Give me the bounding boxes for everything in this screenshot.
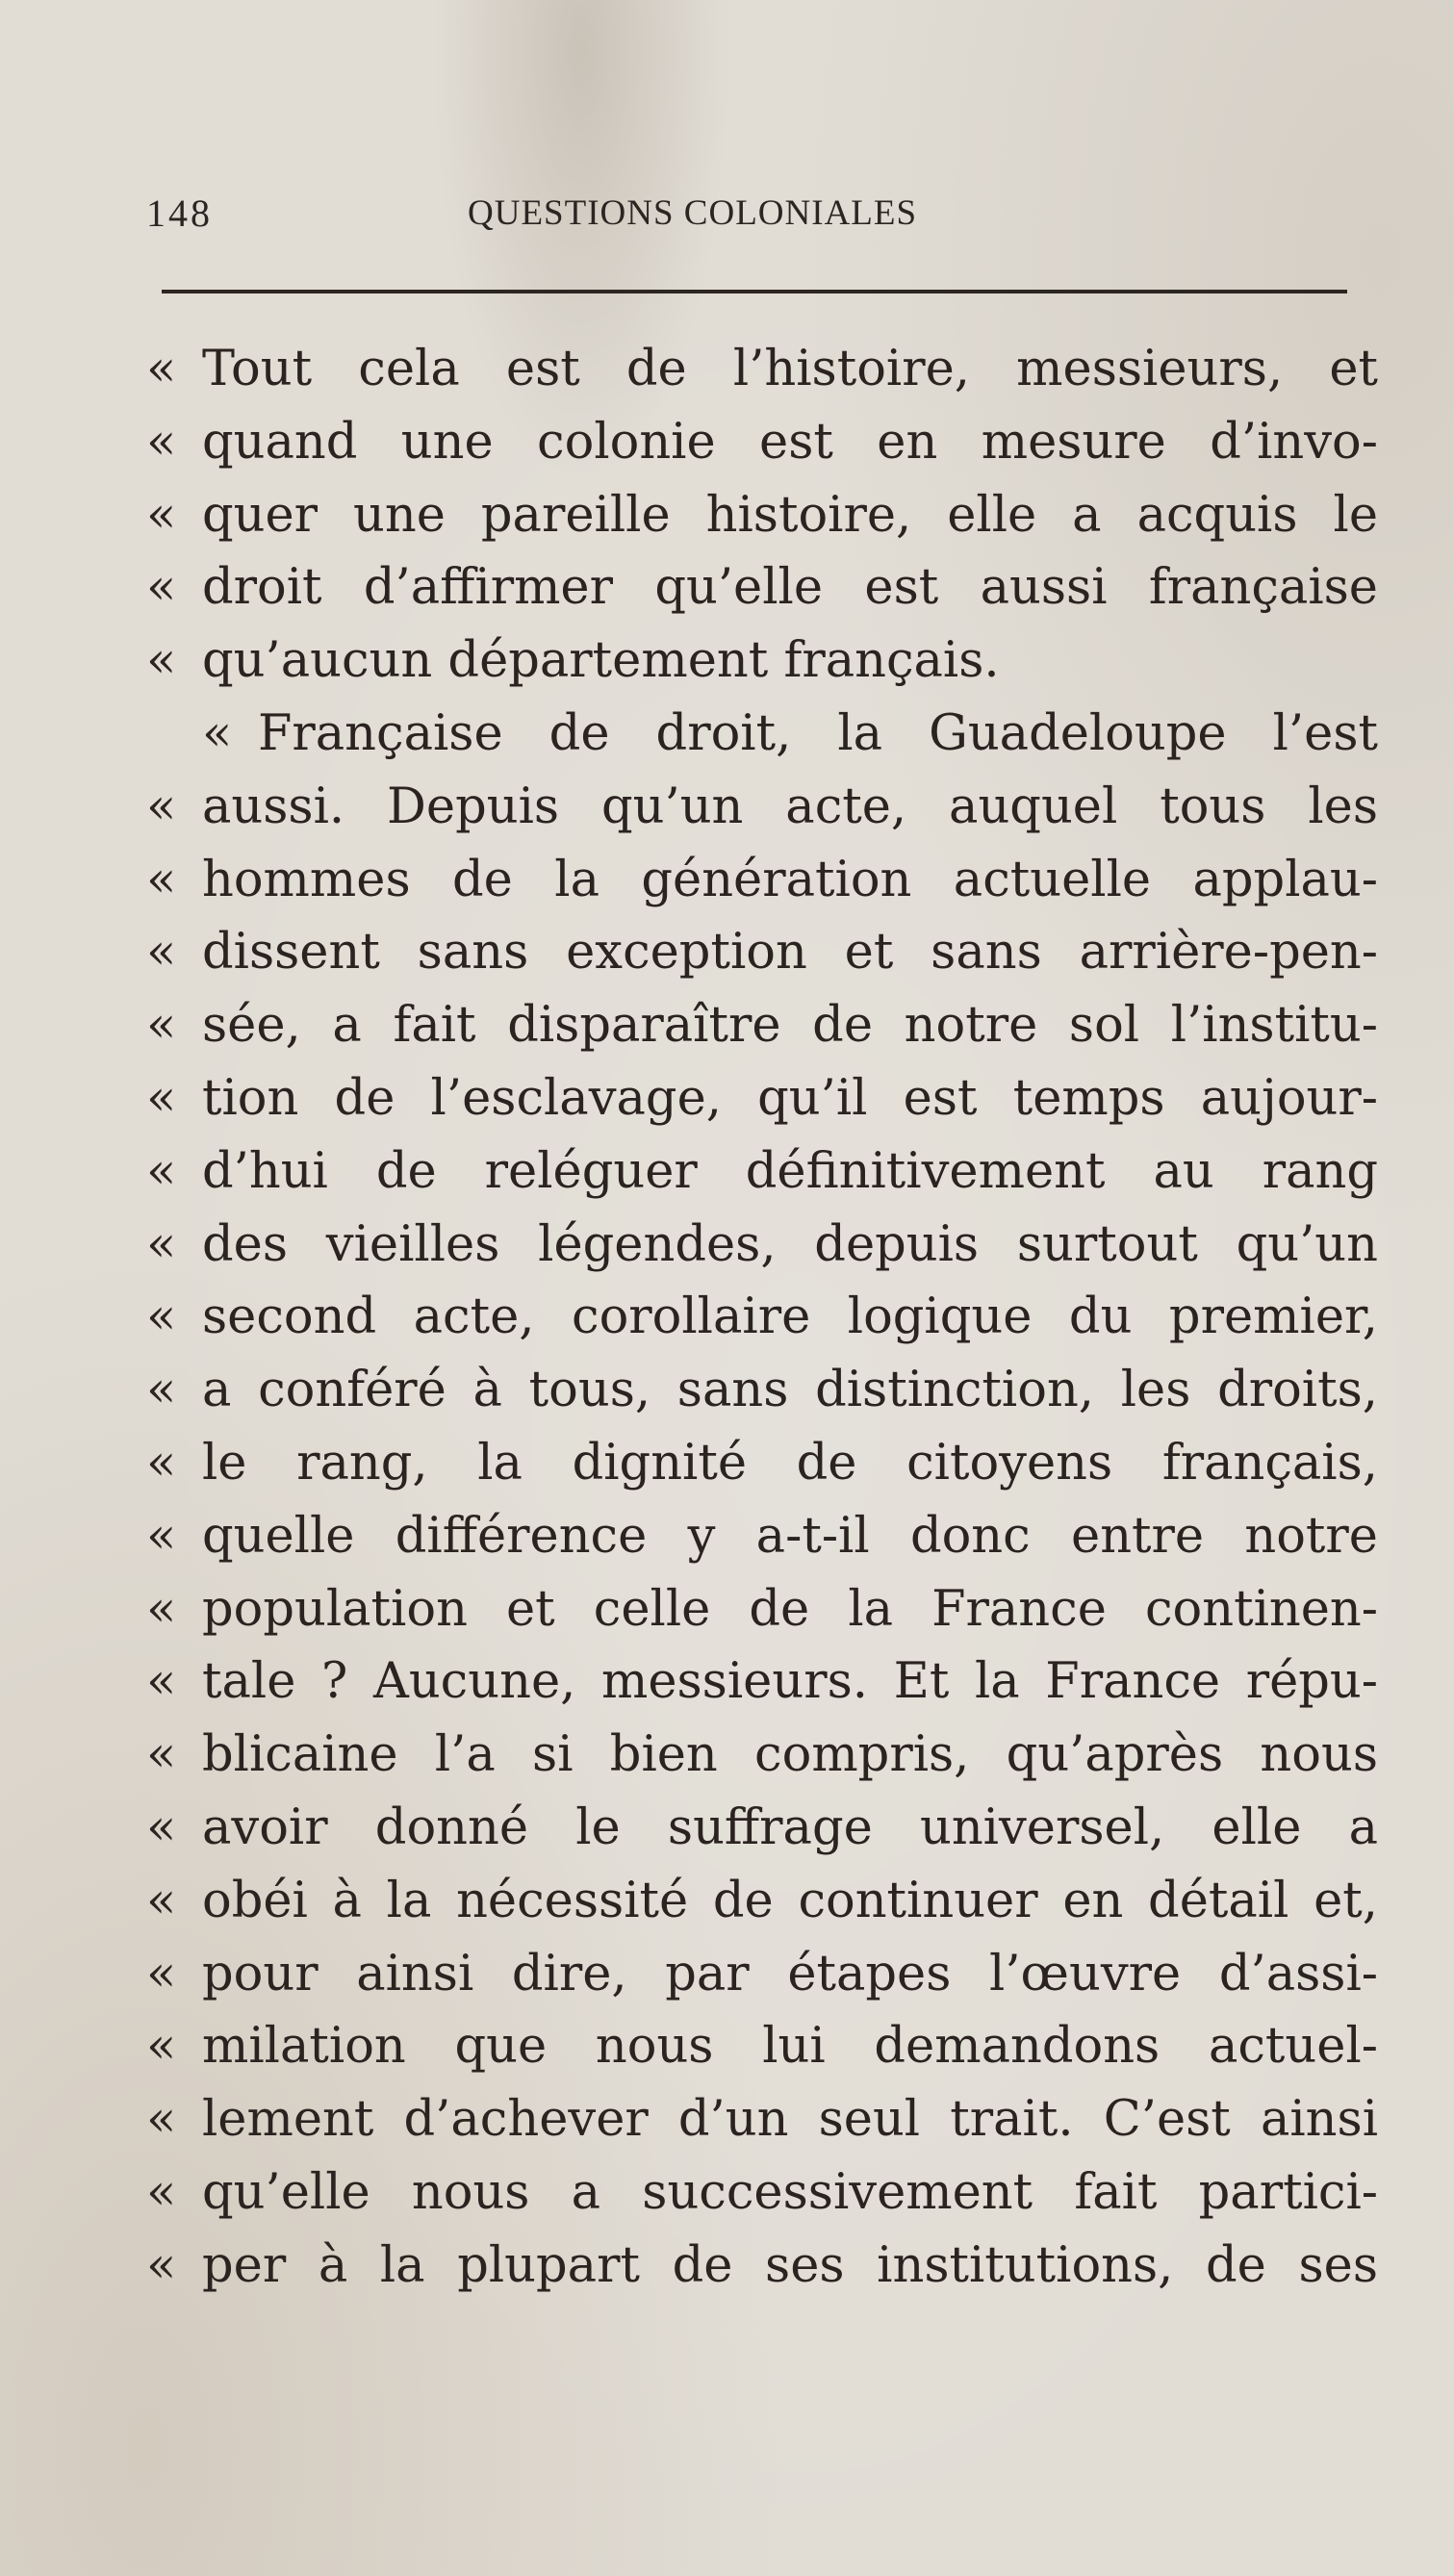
text-line [146,989,1378,1062]
line-text: droit d’affirmer qu’elle est aussi française [202,559,1378,617]
line-text: d’hui de reléguer définitivement au rang [202,1142,1378,1200]
line-text: dissent sans exception et sans arrière-pen- [202,924,1378,982]
text-line [146,2230,1378,2303]
line-text: sée, a fait disparaître de notre sol l’institu- [202,997,1378,1055]
line-text: avoir donné le suffrage universel, elle a [202,1798,1378,1856]
line-text: le rang, la dignité de citoyens français, [202,1434,1378,1492]
paragraph-2 [146,698,1378,2303]
guillemet: « [146,2091,177,2149]
line-text: per à la plupart de ses institutions, de ses [202,2236,1378,2294]
guillemet: « [146,1872,177,1929]
guillemet: « [146,1580,177,1638]
guillemet: « [202,704,233,762]
text-line [146,1573,1378,1646]
text-line [146,333,1378,406]
text-line [146,1427,1378,1500]
guillemet: « [146,1215,177,1273]
text-line [146,1209,1378,1282]
body-text [146,333,1378,2303]
line-text: qu’elle nous a successivement fait partici- [202,2163,1378,2221]
running-head [146,191,1349,248]
line-text: quelle différence y a-t-il donc entre notre [202,1507,1378,1565]
text-line [146,625,1378,698]
line-text: des vieilles légendes, depuis surtout qu’un [202,1215,1378,1273]
line-text: Tout cela est de l’histoire, messieurs, et [202,341,1378,397]
page-number: 148 [146,191,213,235]
guillemet: « [146,413,177,471]
text-line [146,1645,1378,1719]
text-line [146,1354,1378,1427]
text-line [146,771,1378,844]
guillemet: « [146,997,177,1055]
line-text: blicaine l’a si bien compris, qu’après nous [202,1726,1378,1784]
text-line [146,698,1378,771]
guillemet: « [146,341,177,397]
paragraph-1 [146,333,1378,698]
guillemet: « [146,486,177,544]
line-text: tion de l’esclavage, qu’il est temps aujour- [202,1069,1378,1127]
guillemet: « [146,1945,177,2002]
line-text: quer une pareille histoire, elle a acquis le [202,486,1378,544]
text-line [146,1281,1378,1354]
guillemet: « [146,2163,177,2221]
text-line [146,1135,1378,1209]
line-text: lement d’achever d’un seul trait. C’est ainsi [202,2091,1378,2149]
text-line [146,551,1378,625]
text-line [146,2010,1378,2083]
text-line [146,1062,1378,1135]
line-text: obéi à la nécessité de continuer en détail et, [202,1872,1378,1929]
text-line [146,2083,1378,2156]
guillemet: « [146,1507,177,1565]
header-rule [162,290,1347,293]
text-line [146,1719,1378,1792]
line-text: population et celle de la France continen- [202,1580,1378,1638]
text-line [146,1865,1378,1938]
guillemet: « [146,2236,177,2294]
guillemet: « [146,1798,177,1856]
guillemet: « [146,559,177,617]
guillemet: « [146,1362,177,1419]
guillemet: « [146,1288,177,1346]
guillemet: « [146,1653,177,1711]
text-line [146,479,1378,552]
guillemet: « [146,778,177,835]
guillemet: « [146,851,177,908]
line-text: hommes de la génération actuelle applau- [202,851,1378,908]
line-text: Française de droit, la Guadeloupe l’est [258,704,1378,762]
text-line [146,2156,1378,2230]
guillemet: « [146,1142,177,1200]
guillemet: « [146,632,177,690]
text-line [146,844,1378,917]
guillemet: « [146,1069,177,1127]
running-title: QUESTIONS COLONIALES [468,193,918,233]
text-line [146,1500,1378,1573]
line-text: quand une colonie est en mesure d’invo- [202,413,1378,471]
line-text: qu’aucun département français. [202,632,1000,690]
line-text: second acte, corollaire logique du premier, [202,1288,1378,1346]
text-line [146,406,1378,479]
line-text: pour ainsi dire, par étapes l’œuvre d’assi- [202,1945,1378,2002]
line-text: milation que nous lui demandons actuel- [202,2018,1378,2076]
guillemet: « [146,1434,177,1492]
guillemet: « [146,2018,177,2076]
text-line [146,916,1378,989]
line-text: aussi. Depuis qu’un acte, auquel tous les [202,778,1378,835]
guillemet: « [146,924,177,982]
line-text: a conféré à tous, sans distinction, les droits, [202,1362,1378,1419]
line-text: tale ? Aucune, messieurs. Et la France répu- [202,1653,1378,1711]
guillemet: « [146,1726,177,1784]
text-line [146,1792,1378,1865]
text-line [146,1938,1378,2011]
